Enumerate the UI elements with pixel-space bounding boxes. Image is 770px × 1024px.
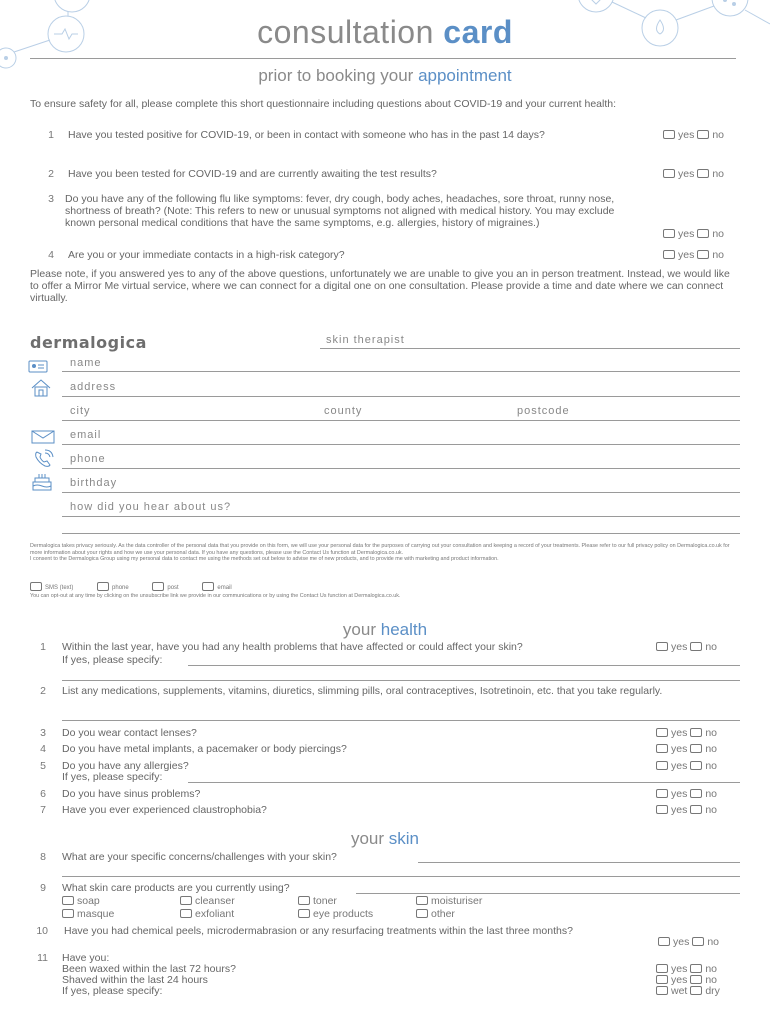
product-exfoliant-checkbox[interactable]: exfoliant <box>180 908 234 920</box>
cake-icon <box>31 472 53 492</box>
skin-question-8: What are your specific concerns/challenges with your skin? <box>62 851 337 863</box>
health-question-2: List any medications, supplements, vitamins, diuretics, slimming pills, oral contraceptives, Isotretinoin, etc. that you take regularly. <box>62 685 663 697</box>
question-number: 11 <box>37 952 48 964</box>
health-question-1: Within the last year, have you had any health problems that have affected or could affect your skin? <box>62 641 523 653</box>
question-number: 3 <box>40 727 46 739</box>
divider <box>30 58 736 59</box>
opt-out-text: You can opt-out at any time by clicking on the unsubscribe link we provide in our communications or by using the Contact Us function at Dermalogica.co.uk. <box>30 593 401 599</box>
house-icon <box>30 378 52 398</box>
email-label: email <box>70 429 102 441</box>
product-eye-products-checkbox[interactable]: eye products <box>298 908 373 920</box>
how-hear-field-line-2[interactable] <box>62 533 740 534</box>
yes-no-checkbox[interactable]: yes no <box>653 641 717 653</box>
email-field[interactable] <box>62 444 740 445</box>
concerns-field[interactable] <box>418 862 740 863</box>
question-number: 5 <box>40 760 46 772</box>
wet-dry-checkbox[interactable]: wet dry <box>653 985 720 997</box>
skin-therapist-label: skin therapist <box>326 334 405 346</box>
city-label: city <box>70 405 91 417</box>
product-soap-checkbox[interactable]: soap <box>62 895 100 907</box>
skin-question-11c: If yes, please specify: <box>62 985 163 997</box>
id-card-icon <box>28 360 48 374</box>
question-number: 4 <box>48 249 54 261</box>
yes-no-checkbox[interactable]: yes no <box>653 743 717 755</box>
question-number: 1 <box>48 129 54 141</box>
birthday-field[interactable] <box>62 492 740 493</box>
products-field[interactable] <box>356 893 740 894</box>
covid-question-3: Do you have any of the following flu like symptoms: fever, dry cough, body aches, headaches, sore throat, runny nose, shortness of breath? (Note: This refers to new or unusual symptoms not aligned with medical history. You may exclude known personal medical conditions that have the same symptoms, e.g. allergies, history of migraines.) <box>65 193 615 229</box>
birthday-label: birthday <box>70 477 118 489</box>
yes-no-checkbox[interactable]: yes no <box>653 963 717 975</box>
city-county-postcode-field[interactable] <box>62 420 740 421</box>
skin-question-11: Have you: <box>62 952 110 964</box>
health-specify-field-2[interactable] <box>62 680 740 681</box>
yes-no-checkbox[interactable]: yes no <box>653 974 717 986</box>
health-question-4: Do you have metal implants, a pacemaker or body piercings? <box>62 743 347 755</box>
question-number: 2 <box>48 168 54 180</box>
yes-no-checkbox[interactable]: yes no <box>660 168 724 180</box>
product-masque-checkbox[interactable]: masque <box>62 908 114 920</box>
covid-question-2: Have you been tested for COVID-19 and are currently awaiting the test results? <box>68 168 437 180</box>
email-checkbox[interactable] <box>202 582 214 591</box>
consent-options: SMS (text) phone post email <box>30 583 730 592</box>
intro-text: To ensure safety for all, please complete this short questionnaire including questions about COVID-19 and your current health: <box>30 98 617 110</box>
specify-label: If yes, please specify: <box>62 771 163 783</box>
concerns-field-2[interactable] <box>62 876 740 877</box>
product-moisturiser-checkbox[interactable]: moisturiser <box>416 895 482 907</box>
covid-note: Please note, if you answered yes to any of the above questions, unfortunately we are unable to give you an in person treatment. Instead, we would like to offer a Mirror Me virtual service, where we can connect for a digital one on one consultation. Please provide a time and date where we can connect virtually. <box>30 268 730 304</box>
yes-no-checkbox[interactable]: yes no <box>653 788 717 800</box>
question-number: 9 <box>40 882 46 894</box>
address-label: address <box>70 381 117 393</box>
yes-no-checkbox[interactable]: yes no <box>653 804 717 816</box>
question-number: 8 <box>40 851 46 863</box>
name-field[interactable] <box>62 371 740 372</box>
product-toner-checkbox[interactable]: toner <box>298 895 337 907</box>
skin-question-10: Have you had chemical peels, microdermabrasion or any resurfacing treatments within the last three months? <box>64 925 573 937</box>
phone-label: phone <box>70 453 106 465</box>
allergies-specify-field[interactable] <box>188 782 740 783</box>
product-other-checkbox[interactable]: other <box>416 908 455 920</box>
question-number: 4 <box>40 743 46 755</box>
phone-field[interactable] <box>62 468 740 469</box>
yes-no-checkbox[interactable]: yes no <box>655 936 719 948</box>
post-checkbox[interactable] <box>152 582 164 591</box>
question-number: 2 <box>40 685 46 697</box>
yes-no-checkbox[interactable]: yes no <box>660 129 724 141</box>
how-hear-field[interactable] <box>62 516 740 517</box>
health-question-7: Have you ever experienced claustrophobia? <box>62 804 267 816</box>
phone-icon <box>33 449 55 469</box>
skin-question-11a: Been waxed within the last 72 hours? <box>62 963 236 975</box>
phone-checkbox[interactable] <box>97 582 109 591</box>
privacy-text: Dermalogica takes privacy seriously. As the data controller of the personal data that you provide on this form, we will use your personal data for the purposes of carrying out your consultation and keeping a record of your treatments. Please refer to our full privacy policy on Dermalogica.co.uk for more information about your rights and how we use your personal data. If you have any questions, please use the Contact Us function at Dermalogica.co.uk. I consent to the Dermalogica Group using my personal data to contact me using the methods set out below to advise me of new products, and to provide me with marketing and product information. <box>30 543 730 563</box>
skin-section-title: your skin <box>350 829 420 848</box>
health-specify-field[interactable] <box>188 665 740 666</box>
question-number: 6 <box>40 788 46 800</box>
health-section-title: your health <box>342 620 428 639</box>
yes-no-checkbox[interactable]: yes no <box>660 228 724 240</box>
skin-question-9: What skin care products are you currently using? <box>62 882 290 894</box>
health-question-6: Do you have sinus problems? <box>62 788 201 800</box>
question-number: 7 <box>40 804 46 816</box>
specify-label: If yes, please specify: <box>62 654 163 666</box>
yes-no-checkbox[interactable]: yes no <box>653 727 717 739</box>
page-subtitle: prior to booking your appointment <box>258 66 512 85</box>
health-question-5: Do you have any allergies? <box>62 760 189 772</box>
skin-therapist-field[interactable] <box>320 348 740 349</box>
medications-field[interactable] <box>62 720 740 721</box>
question-number: 1 <box>40 641 46 653</box>
envelope-icon <box>31 430 55 444</box>
covid-question-1: Have you tested positive for COVID-19, or been in contact with someone who has in the past 14 days? <box>68 129 545 141</box>
skin-question-11b: Shaved within the last 24 hours <box>62 974 208 986</box>
yes-no-checkbox[interactable]: yes no <box>660 249 724 261</box>
yes-no-checkbox[interactable]: yes no <box>653 760 717 772</box>
product-cleanser-checkbox[interactable]: cleanser <box>180 895 235 907</box>
covid-question-4: Are you or your immediate contacts in a high-risk category? <box>68 249 345 261</box>
sms-checkbox[interactable] <box>30 582 42 591</box>
brand-logo: dermalogica <box>30 333 147 352</box>
address-field[interactable] <box>62 396 740 397</box>
question-number: 3 <box>48 193 54 205</box>
postcode-label: postcode <box>517 405 570 417</box>
question-number: 10 <box>36 925 48 937</box>
county-label: county <box>324 405 363 417</box>
health-question-3: Do you wear contact lenses? <box>62 727 197 739</box>
how-hear-label: how did you hear about us? <box>70 501 232 513</box>
name-label: name <box>70 357 102 369</box>
page-title: consultation card <box>257 14 513 50</box>
